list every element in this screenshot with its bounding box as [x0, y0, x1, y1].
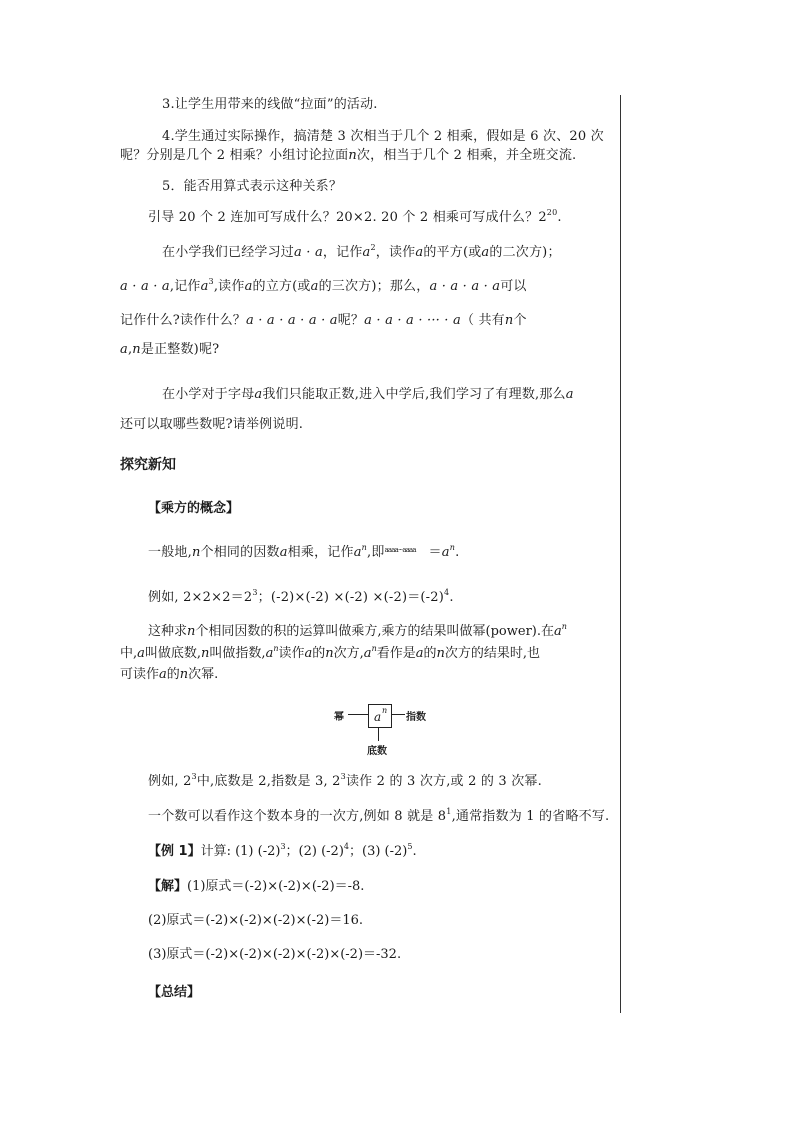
- example-line: 例如, $2\times 2\times 2=2^3$；$(-2)\times(-2) \times(-2) \times(-2)=(-2)^4$.: [148, 588, 454, 605]
- line-question-cont: a,n是正整数)呢?: [120, 342, 220, 357]
- line-question: 记作什么?读作什么？a · a · a · a · a呢？a · a · a · ··· · a（ 共有n个: [120, 313, 527, 328]
- power-definition-end: 可读作a的n次幂.: [120, 667, 219, 682]
- summary-label: 【总结】: [148, 985, 201, 1000]
- power-definition-cont: 中,a叫做底数,n叫做指数$,a^n$读作a的n次方$,a^n$看作是a的n次方的结果时,也: [120, 644, 541, 661]
- line-step-4: 4.学生通过实际操作，搞清楚 3 次相当于几个 2 相乘，假如是 6 次、20 次: [162, 129, 604, 144]
- solution-1: 【解】(1)原式＝(-2)×(-2)×(-2)＝-8.: [148, 879, 365, 894]
- line-rational: 在小学对于字母a我们只能取正数,进入中学后,我们学习了有理数,那么a: [162, 387, 574, 402]
- diagram-label-power: 幂: [334, 712, 344, 723]
- example-base-exponent: 例如, $2^3$中,底数是 2,指数是 3, $2^3$读作 2 的 3 次方,或 2 的 3 次幂.: [148, 772, 542, 789]
- diagram-exp-var: n: [382, 706, 388, 715]
- diagram-label-exponent: 指数: [406, 712, 426, 723]
- line-step-5: 5．能否用算式表示这种关系？: [162, 179, 343, 194]
- right-margin-rule: [620, 95, 621, 1013]
- first-power-note: 一个数可以看作这个数本身的一次方,例如 8 就是 $8^1$,通常指数为 1 的省略不写.: [148, 807, 610, 824]
- concept-definition: 一般地,n个相同的因数a相乘，记作$a^n$,即aaaa···aaaa $=a^n$.: [148, 543, 460, 560]
- solution-2: (2)原式＝(-2)×(-2)×(-2)×(-2)＝16.: [148, 913, 363, 928]
- diagram-arrow-exponent: [391, 714, 405, 715]
- diagram-base-var: a: [374, 710, 382, 724]
- diagram-label-base: 底数: [367, 746, 387, 757]
- line-step-4-cont: 呢？分别是几个 2 相乘？小组讨论拉面n次，相当于几个 2 相乘，并全班交流.: [120, 148, 577, 163]
- power-definition: 这种求n个相同因数的积的运算叫做乘方,乘方的结果叫做幂(power).在$a^n$: [148, 622, 567, 639]
- example-1: 【例 1】计算: (1) $(-2)^3$；(2) $(-2)^4$；(3) $(-2)^5$.: [148, 842, 417, 859]
- line-step-3: 3.让学生用带来的线做“拉面”的活动.: [162, 97, 378, 112]
- solution-3: (3)原式＝(-2)×(-2)×(-2)×(-2)×(-2)＝-32.: [148, 947, 402, 962]
- section-heading: 探究新知: [120, 457, 176, 473]
- line-cube: a · a · a,记作$a^3$,读作a的立方(或a的三次方)；那么，a · a · a · a可以: [120, 277, 527, 294]
- diagram-arrow-base: [378, 727, 379, 741]
- concept-label: 【乘方的概念】: [148, 501, 240, 516]
- diagram-arrow-power: [348, 714, 368, 715]
- line-rational-cont: 还可以取哪些数呢?请举例说明.: [120, 417, 304, 432]
- line-guide: 引导 20 个 2 连加可写成什么？20×2. 20 个 2 相乘可写成什么？$2^{20}$.: [148, 208, 562, 225]
- line-square: 在小学我们已经学习过a · a，记作$a^2$，读作a的平方(或a的二次方)；: [162, 243, 561, 260]
